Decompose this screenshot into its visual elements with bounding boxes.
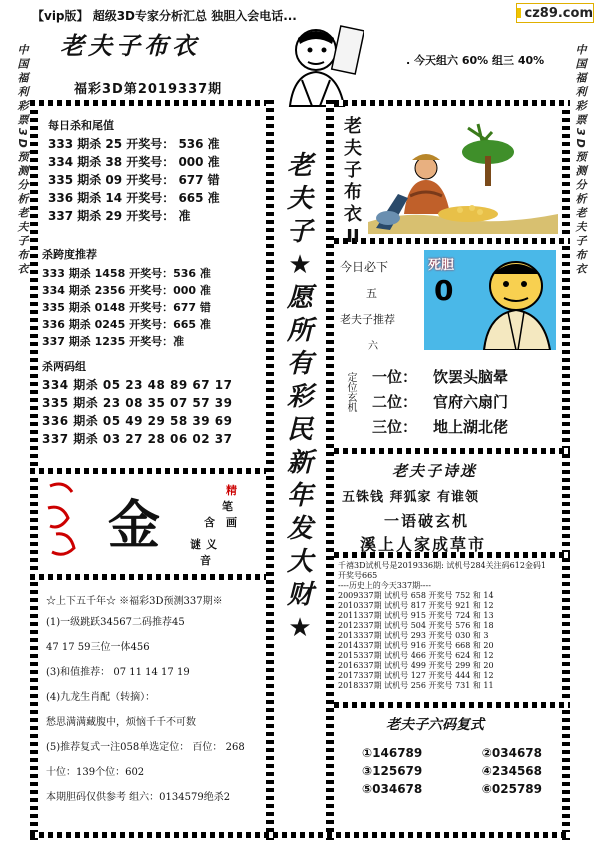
history-row: 2016337期 试机号 499 开奖号 299 和 20: [338, 661, 494, 670]
banner-char: 老: [286, 151, 313, 181]
sum-tail-row: 336 期杀 14 开奖号： 665 准: [48, 191, 220, 205]
forecast-line: (3)和值推荐： 07 11 14 17 19: [46, 667, 190, 678]
forecast-line: 本期胆码仅供参考 组六：0134579绝杀2: [46, 792, 231, 803]
position-label: 三位：: [372, 418, 418, 436]
top-headline: 【vip版】 超级3D专家分析汇总 独胆入会电话...: [32, 9, 297, 23]
riddle-char: 义: [206, 538, 217, 551]
position-text: 地上湖北佬: [433, 418, 509, 436]
six-code-grid: [362, 746, 542, 796]
divider-right-4: [334, 702, 570, 708]
forecast-line: (4)九龙生肖配（转摘）：: [46, 692, 156, 703]
dead-dan-panel: [424, 250, 556, 350]
riddle-big-char: 金: [108, 495, 161, 556]
site-badge[interactable]: [516, 3, 594, 23]
history-row: 2018337期 试机号 256 开奖号 731 和 11: [338, 681, 494, 690]
divider-left-low: [30, 574, 266, 580]
two-code-row: 336 期杀 05 49 29 58 39 69: [42, 414, 233, 428]
span-row: 337 期杀 1235 开奖号：准: [42, 335, 185, 348]
banner-char: 年: [286, 481, 313, 511]
two-code-title: 杀两码组: [42, 360, 86, 373]
forecast-line: (1)一级跳跃34567二码推荐45: [46, 617, 185, 628]
riddle-seal-icon: [42, 478, 86, 562]
sum-tail-row: 333 期杀 25 开奖号： 536 准: [48, 137, 220, 151]
sum-tail-row: 334 期杀 38 开奖号： 000 准: [48, 155, 220, 169]
site-name: cz89.com: [524, 5, 593, 21]
six-code-title: 老夫子六码复式: [386, 717, 484, 733]
left-side-slogan: 中国福利彩票3D预测分析老夫子布衣: [16, 44, 29, 277]
sum-tail-section: [48, 117, 220, 225]
two-code-row: 337 期杀 03 27 28 06 02 37: [42, 432, 233, 446]
riddle-char: 谜: [190, 538, 201, 551]
history-head: 开奖号665: [338, 571, 378, 580]
span-row: 334 期杀 2356 开奖号：000 准: [42, 284, 211, 297]
ratio-line: . 今天组六 60% 组三 40%: [406, 54, 545, 67]
riddle-char: 笔: [222, 500, 233, 513]
right-vertical-title: [340, 116, 366, 248]
history-section: [338, 561, 546, 691]
forecast-section: [46, 592, 245, 803]
divider-center-right: [326, 100, 334, 840]
history-row: 2012337期 试机号 504 开奖号 576 和 18: [338, 621, 494, 630]
position-text: 官府六扇门: [433, 393, 509, 411]
divider-left-column: [30, 110, 38, 840]
history-row: 2009337期 试机号 658 开奖号 752 和 14: [338, 591, 494, 600]
banner-char: 民: [286, 415, 313, 445]
title-char: 夫: [344, 138, 362, 159]
divider-left-mid: [30, 468, 266, 474]
daily-label: 今日必下: [340, 260, 389, 274]
daily-value: 六: [368, 341, 378, 352]
history-row: 2017337期 试机号 127 开奖号 444 和 12: [338, 671, 494, 680]
sum-tail-row: 337 期杀 29 开奖号： 准: [48, 209, 191, 223]
portrait-illustration: [272, 20, 364, 108]
two-code-section: [42, 358, 233, 448]
banner-star-icon: ★: [288, 250, 312, 280]
farmer-illustration: [368, 118, 558, 234]
six-code-item: ⑥025789: [481, 782, 542, 796]
position-text: 饮罢头脑晕: [433, 368, 509, 386]
divider-right-1: [334, 238, 570, 244]
banner-char: 所: [286, 316, 313, 346]
six-code-item: ⑤034678: [362, 782, 423, 796]
brand-title: 老夫子布衣: [60, 32, 200, 60]
sum-tail-title: 每日杀和尾值: [48, 119, 114, 132]
banner-char: 夫: [286, 184, 313, 214]
center-banner: [282, 150, 318, 645]
two-code-row: 334 期杀 05 23 48 89 67 17: [42, 378, 233, 392]
title-char: 老: [344, 116, 362, 137]
six-code-row: [362, 746, 542, 760]
span-title: 杀跨度推荐: [42, 248, 97, 261]
history-row: 2015337期 试机号 466 开奖号 624 和 12: [338, 651, 494, 660]
poem-line: 一语破玄机: [384, 512, 470, 530]
history-row: 2011337期 试机号 915 开奖号 724 和 13: [338, 611, 494, 620]
daily-value: 五: [366, 287, 377, 300]
forecast-line: (5)推荐复式一注058单选定位： 百位： 268: [46, 742, 245, 753]
history-row: 2014337期 试机号 916 开奖号 668 和 20: [338, 641, 494, 650]
dead-dan-number: 0: [434, 274, 454, 307]
span-row: 336 期杀 0245 开奖号：665 准: [42, 318, 211, 331]
site-square-icon: [517, 8, 521, 18]
span-section: [42, 246, 211, 350]
two-code-row: 335 期杀 23 08 35 07 57 39: [42, 396, 233, 410]
forecast-line: 47 17 59三位一体456: [46, 642, 150, 653]
sum-tail-row: 335 期杀 09 开奖号： 677 错: [48, 173, 220, 187]
banner-star-icon: ★: [288, 613, 312, 643]
history-head: ----历史上的今天337期----: [338, 581, 431, 590]
position-row: [372, 391, 508, 412]
six-code-item: ③125679: [362, 764, 423, 778]
span-row: 333 期杀 1458 开奖号：536 准: [42, 267, 211, 280]
title-char: II: [346, 226, 360, 247]
position-side-label: [344, 372, 358, 416]
position-row: [372, 366, 508, 387]
divider-top-right: [334, 100, 570, 106]
title-char: 子: [344, 160, 362, 181]
banner-char: 有: [286, 349, 313, 379]
title-char: 衣: [344, 204, 362, 225]
history-row: 2010337期 试机号 817 开奖号 921 和 12: [338, 601, 494, 610]
divider-center-left: [266, 100, 274, 840]
position-label: 一位：: [372, 368, 418, 386]
banner-char: 愿: [286, 283, 313, 313]
divider-top-left: [30, 100, 266, 106]
title-char: 布: [344, 182, 362, 203]
riddle-char: 画: [226, 516, 237, 529]
span-row: 335 期杀 0148 开奖号：677 错: [42, 301, 211, 314]
divider-right-2: [334, 448, 570, 454]
issue-line: 福彩3D第2019337期: [74, 82, 223, 97]
poem-line: 溪上人家成草市: [360, 535, 487, 554]
divider-bottom: [30, 832, 570, 838]
poem-title: 老夫子诗迷: [392, 462, 478, 480]
riddle-char: 含: [204, 516, 215, 529]
riddle-char: 音: [200, 554, 211, 567]
position-row: [372, 416, 508, 437]
forecast-line: 愁思满满藏腹中，烦恼千千不可数: [46, 717, 196, 728]
position-section: [372, 366, 508, 437]
forecast-line: 十位：139个位：602: [46, 767, 145, 778]
six-code-item: ②034678: [481, 746, 542, 760]
forecast-title: ☆上下五千年☆ ※福彩3D预测337期※: [46, 596, 223, 607]
daily-label: 老夫子推荐: [340, 313, 395, 326]
right-side-slogan: 中国福利彩票3D预测分析老夫子布衣: [574, 44, 587, 277]
history-head: 千禧3D试机号是2019336期: 试机号284关注码612金码1: [338, 561, 546, 570]
divider-right-column: [562, 110, 570, 840]
six-code-item: ④234568: [481, 764, 542, 778]
dead-dan-label: 死胆: [428, 258, 455, 273]
banner-char: 大: [286, 547, 313, 577]
six-code-row: [362, 782, 542, 796]
banner-char: 新: [286, 448, 313, 478]
six-code-row: [362, 764, 542, 778]
banner-char: 财: [286, 580, 313, 610]
banner-char: 发: [286, 514, 313, 544]
position-side-text: 定位玄机: [345, 372, 356, 412]
history-row: 2013337期 试机号 293 开奖号 030 和 3: [338, 631, 489, 640]
banner-char: 子: [286, 217, 313, 247]
position-label: 二位：: [372, 393, 418, 411]
daily-section: [340, 258, 395, 352]
riddle-char: 精: [226, 484, 237, 497]
cartoon-face-icon: [474, 252, 554, 350]
six-code-item: ①146789: [362, 746, 423, 760]
banner-char: 彩: [286, 382, 313, 412]
poem-line: 五铢钱 拜狐家 有谁领: [342, 490, 480, 505]
